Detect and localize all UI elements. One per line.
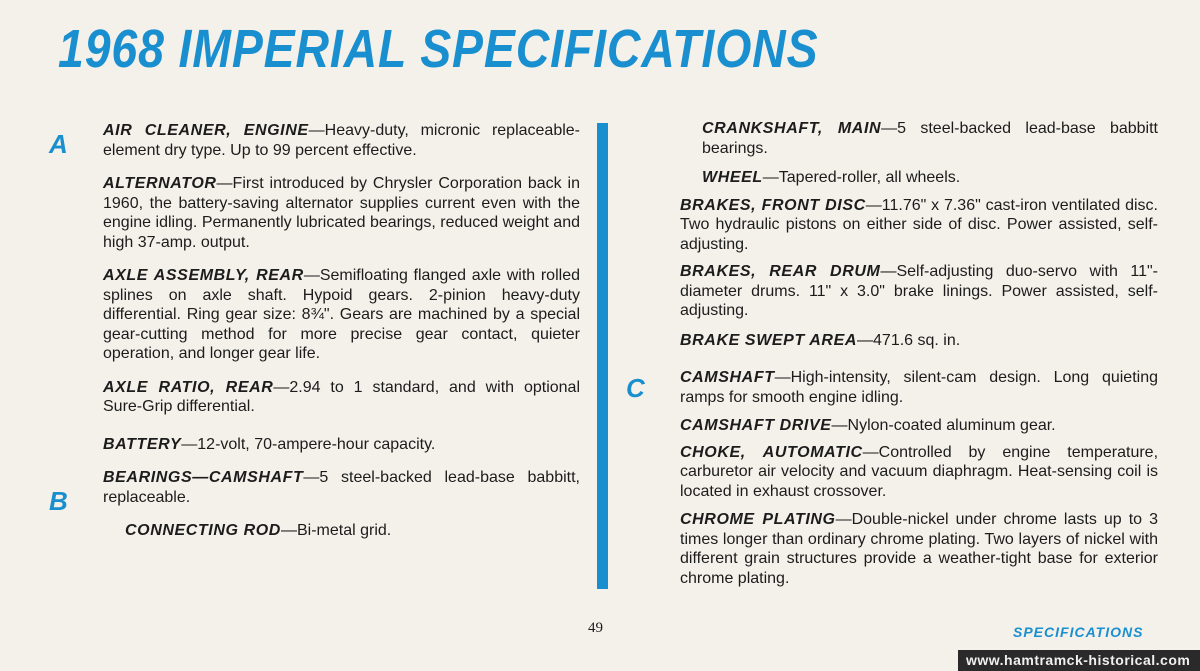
page-number: 49 — [588, 620, 603, 636]
spec-chrome-plating — [680, 510, 1158, 588]
spec-text: —Tapered-roller, all wheels. — [762, 169, 961, 186]
spec-heading: ALTERNATOR — [103, 175, 217, 192]
left-column — [103, 121, 580, 555]
spec-brakes-front-disc — [680, 196, 1158, 255]
spec-heading: CAMSHAFT DRIVE — [680, 417, 832, 434]
spec-heading: AXLE ASSEMBLY, REAR — [103, 267, 304, 284]
spec-heading: BRAKES, FRONT DISC — [680, 196, 866, 214]
column-divider-bar — [597, 123, 608, 589]
spec-connecting-rod — [125, 521, 580, 541]
spec-brake-swept-area — [680, 331, 1158, 351]
spec-heading: CRANKSHAFT, MAIN — [702, 120, 882, 137]
spec-text: —Self-adjusting duo-servo with 11"-diameter drums. 11" x 3.0" brake linings. Power assisted, self-adjusting. — [680, 263, 1158, 319]
spec-text: —Bi-metal grid. — [280, 522, 392, 539]
section-letter-c: C — [626, 373, 645, 403]
spec-heading: BATTERY — [103, 435, 182, 453]
spec-heading: WHEEL — [702, 169, 763, 186]
spec-text: —First introduced by Chrysler Corporation back in 1960, the battery-saving alternator supplies current even with the engine idling. Permanently lubricated bearings, reduced weight and high 37-amp. output. — [103, 175, 580, 251]
spec-camshaft — [680, 368, 1158, 407]
spec-heading: AIR CLEANER, ENGINE — [103, 122, 309, 139]
spec-air-cleaner — [103, 121, 580, 160]
spec-text: —5 steel-backed lead-base babbitt bearings. — [702, 120, 1158, 157]
spec-brakes-rear-drum — [680, 262, 1158, 321]
spec-bearings-camshaft — [103, 468, 580, 507]
spec-text: —Heavy-duty, micronic replaceable-element dry type. Up to 99 percent effective. — [103, 122, 580, 159]
spec-heading: AXLE RATIO, REAR — [103, 378, 274, 396]
spec-text: —Semifloating flanged axle with rolled splines on axle shaft. Hypoid gears. 2-pinion heavy-duty differential. Ring gear size: 8¾". Gears are machined by a special gear-cutting method for more precise gear contact, quieter operation, and longer gear life. — [103, 267, 580, 362]
spec-axle-ratio — [103, 378, 580, 417]
spec-battery — [103, 435, 580, 455]
spec-heading: BRAKES, REAR DRUM — [680, 263, 881, 280]
spec-text: —High-intensity, silent-cam design. Long quieting ramps for smooth engine idling. — [680, 369, 1158, 406]
spec-text: —5 steel-backed lead-base babbitt, replaceable. — [103, 469, 580, 506]
spec-heading: CHOKE, AUTOMATIC — [680, 443, 863, 461]
spec-heading: CHROME PLATING — [680, 511, 836, 528]
spec-heading: BEARINGS—CAMSHAFT — [103, 469, 304, 486]
spec-text: —11.76" x 7.36" cast-iron ventilated disc. Two hydraulic pistons on either side of disc. Power assisted, self-adjusting. — [680, 196, 1158, 253]
spec-crankshaft-main — [702, 119, 1158, 158]
section-letter-a: A — [49, 129, 68, 159]
spec-text: —Controlled by engine temperature, carburetor air velocity and vacuum diaphragm. Heat-sensing coil is located in exhaust crossover. — [680, 443, 1159, 500]
spec-alternator — [103, 174, 580, 252]
spec-text: —12-volt, 70-ampere-hour capacity. — [181, 435, 436, 453]
spec-text: —2.94 to 1 standard, and with optional Sure-Grip differential. — [103, 378, 580, 415]
watermark: www.hamtramck-historical.com — [958, 650, 1200, 671]
spec-heading: BRAKE SWEPT AREA — [680, 331, 858, 349]
spec-text: —Nylon-coated aluminum gear. — [831, 417, 1056, 434]
spec-axle-assembly — [103, 266, 580, 364]
spec-text: —471.6 sq. in. — [857, 331, 961, 349]
spec-wheel — [702, 168, 1158, 188]
spec-text: —Double-nickel under chrome lasts up to 3 times longer than ordinary chrome plating. Two layers of nickel with different grain structures provide a weather-tight base for exterior chrome plating. — [680, 511, 1158, 587]
spec-heading: CONNECTING ROD — [125, 522, 281, 539]
spec-camshaft-drive — [680, 416, 1158, 436]
section-letter-b: B — [49, 486, 68, 516]
right-column — [680, 119, 1158, 602]
spec-choke-automatic — [680, 443, 1158, 502]
spec-heading: CAMSHAFT — [680, 369, 775, 386]
page-title: 1968 IMPERIAL SPECIFICATIONS — [58, 19, 819, 79]
footer-section-label: SPECIFICATIONS — [1013, 624, 1144, 640]
